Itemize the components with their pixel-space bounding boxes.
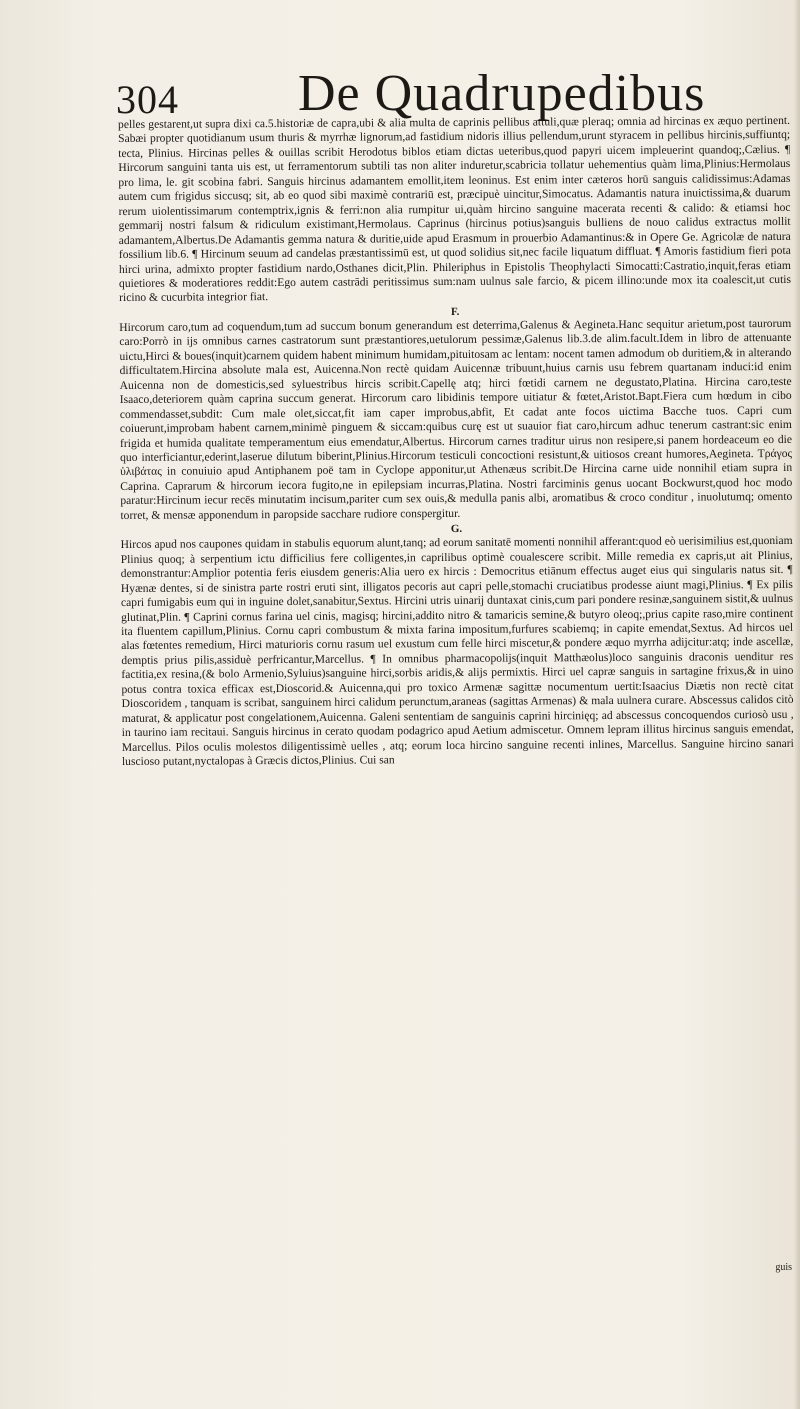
paragraph-hircus-pelles-sanguis: pelles gestarent,ut supra dixi ca.5.historiæ de capra,ubi & alia multa de caprinis pellibus attuli,quæ pleraq; omnia ad hircinas ex æquo pertinent. Sabæi propter quotidianum usum thuris & myrrhæ lignorum,ad fastidium nidoris illius pellendum,urunt styracem in pellibus hircinis,suffiuntq; tecta, Plinius. Hircinas pelles & ouillas scribit Herodotus biblos etiam dictas ueteribus,quod papyri uicem impleuerint quandoq;,Cælius. ¶ Hircorum sanguini tanta uis est, ut ferramentorum subtili tas non aliter induretur,scabricia tollatur uehementius quàm lima,Plinius:Hermolaus pro lima, le. git scobina fabri. Sanguis hircinus adamantem emollit,item leoninus. Est enim inter cæteros horū sanguis calidissimus:Adamas autem cum frigidus siccusq; sit, ab eo quod sibi maximè contrariū est, præcipuè uincitur,Simocatus. Adamantis natura inuictissima,& duarum rerum uiolentissimarum contemptrix,ignis & ferri:non alia rumpitur ui,quàm hircino sanguine macerata recenti & calido: & etiamsi hoc gemmarij nostri falsum & ridiculum existimant,Hermolaus. Caprinus (hircinus potius)sanguis bulliens de nouo calidus extractus mollit adamantem,Albertus.De Adamantis gemma natura & duritie,uide apud Erasmum in prouerbio Adamantinus:& in Opere Ge. Agricolæ de natura fossilium lib.6. ¶ Hircinum seuum ad candelas præstantissimū est, ut quod solidius sit,nec facile liquatum diffluat. ¶ Amoris fastidium fieri pota hirci urina, admixto propter fastidium nardo,Osthanes dicit,Plin. Phileriphus in Epistolis Theophylacti Simocatti:Castratio,inquit,feras etiam quietiores & moderatiores reddit:Ego autem castrādi peritissimus sum:nam uulnus sale farcio, & picem illino:unde mox ita coalescit,ut cutis ricino & cucurbita integrior fiat. <box>118 113 792 305</box>
catchword: guis <box>775 1262 792 1273</box>
body-text <box>118 114 794 770</box>
running-title: De Quadrupedibus <box>298 65 706 122</box>
page-edge-shadow <box>794 0 800 1409</box>
paragraph-hircorum-caro: Hircorum caro,tum ad coquendum,tum ad succum bonum generandum est deterrima,Galenus & Aegineta.Hanc sequitur arietum,post taurorum caro:Porrò in ijs omnibus carnes castratorum sunt præstantiores,uetulorum pessimæ,Galenus lib.3.de alim.facult.Idem in libro de attenuante uictu,Hirci & boues(inquit)carnem quidem habent minimum humidam,pituitosam ac lentam: nocent tamen admodum ob duritiem,& in alterando difficultatem.Hircina absolute mala est, Auicenna.Non rectè quidam Auicennæ tribuunt,huius carnis usu febrem quartanam induci:id enim Auicenna non de domesticis,sed syluestribus hircis scribit.Capellę atq; hirci fœtidi carnem ne degustato,Platina. Hircina caro,teste Isaaco,deteriorem quàm caprina succum generat. Hircorum caro libidinis tempore uitiatur & fœtet,Aristot.Bapt.Fiera cum hœdum in cibo commendasset,subdit: Cum male olet,siccat,fit iam caper improbus,abfit, Et cadat ante focos uictima Bacche tuos. Capri cum coiuerunt,improbam habent carnem,minimè pinguem & siccam:quibus curę est ut suauior fiat caro,hircum adhuc tenerum castrant:sic enim frigida et humida qualitate temperamentum eius emendatur,Albertus. Hircorum carnes traditur uirus non resipere,si panem hordeaceum eo die quo interficiantur,ederint,laserue dilutum biberint,Plinius.Hircorum testiculi concoctioni resistunt,& uitiosos creant humores,Aegineta. Τράγος ὑλιβάτας in conuiuio apud Antiphanem poë tam in Cyclope apponitur,ut Athenæus scribit.De Hircina carne uide nonnihil etiam supra in Caprina. Caprarum & hircorum iecora fugito,ne in epilepsiam incurras,Platina. Nostri farciminis genus uocant Bockwurst,quod hoc modo paratur:Hircinum iecur recēs minutatim incisum,pariter cum sex ouis,& medulla panis albi, aromatibus & croco conditur , inuolutumq; omento torret, & mensæ apponendum in paropside sacchare rudiore conspergitur. <box>119 316 793 522</box>
page-header <box>110 60 790 120</box>
section-letter-g: G. <box>450 523 463 536</box>
paragraph-remedia: Hircos apud nos caupones quidam in stabulis equorum alunt,tanq; ad eorum sanitatē momenti nonnihil afferant:quod eò uerisimilius est,quoniam Plinius quoq; à serpentium ictu difficilius fere colligentes,in caprilibus optimè coualescere scribit. Mille remedia ex capris,ut ait Plinius, demonstrantur:Amplior potentia feris eiusdem generis:Alia uero ex hircis : Democritus etiānum effectus auget eius qui singularis natus sit. ¶ Hyænæ dentes, si de sinistra parte rostri eruti sint, illigatos pecoris aut capri pelle,stomachi cruciatibus prodesse aiunt magi,Plinius. ¶ Ex pilis capri fumigabis eum qui in inguine dolet,sanabitur,Sextus. Hircini utris uinarij duntaxat cinis,cum pari pondere resinæ,sanguinem sistit,& uulnus glutinat,Plin. ¶ Caprini cornus farina uel cinis, magisq; hircini,addito nitro & tamaricis semine,& butyro oleoq;,prius capite raso,mire continent ita fluentem capillum,Plinius. Cornu capri combustum & mixta farina impositum,furfures scabiemq; in capite emendat,Sextus. Ad hircos uel alas fœtentes remedium, Hirci maturioris cornu rasum uel exustum cum felle hirci miscetur,& pondere æquo myrrha adijcitur:atq; inde ascellæ, demptis prius pilis,assiduè perfricantur,Marcellus. ¶ In omnibus pharmacopolijs(inquit Matthæolus)loco sanguinis draconis uenditur res factitia,ex resina,(& bolo Armenio,Syluius)sanguine hirci,sorbis aridis,& alijs permixtis. Hirci uel capræ sanguis in sartagine frixus,& in uino potus contra toxica efficax est,Dioscorid.& Auicenna,qui pro toxico Armenæ sagittæ nocumentum uertit:Isaacius Diætis non rectè citat Dioscoridem , tanquam is scribat, sanguinem hirci calidum perunctum,araneas (sagittas Armenas) & mala uulnera curare. Abscessus calidos citò maturat, & applicatur post congelationem,Auicenna. Galeni sententiam de sanguinis caprini hircinięq; ad abscessus concoquendos curiosò usu , in taurino iam recitaui. Sanguis hircinus in cerato quodam podagrico apud Aetium admiscetur. Omnem lepram illitus hircinus sanguis emendat, Marcellus. Pilos oculis molestos diligentissimè uelles , atq; eorum loca hircino sanguine recenti inlines, Marcellus. Sanguine hircino sanari luscioso putant,nyctalopas à Græcis dictos,Plinius. Cui san <box>120 534 794 769</box>
page-number: 304 <box>116 77 179 122</box>
section-letter-f: F. <box>450 305 460 318</box>
